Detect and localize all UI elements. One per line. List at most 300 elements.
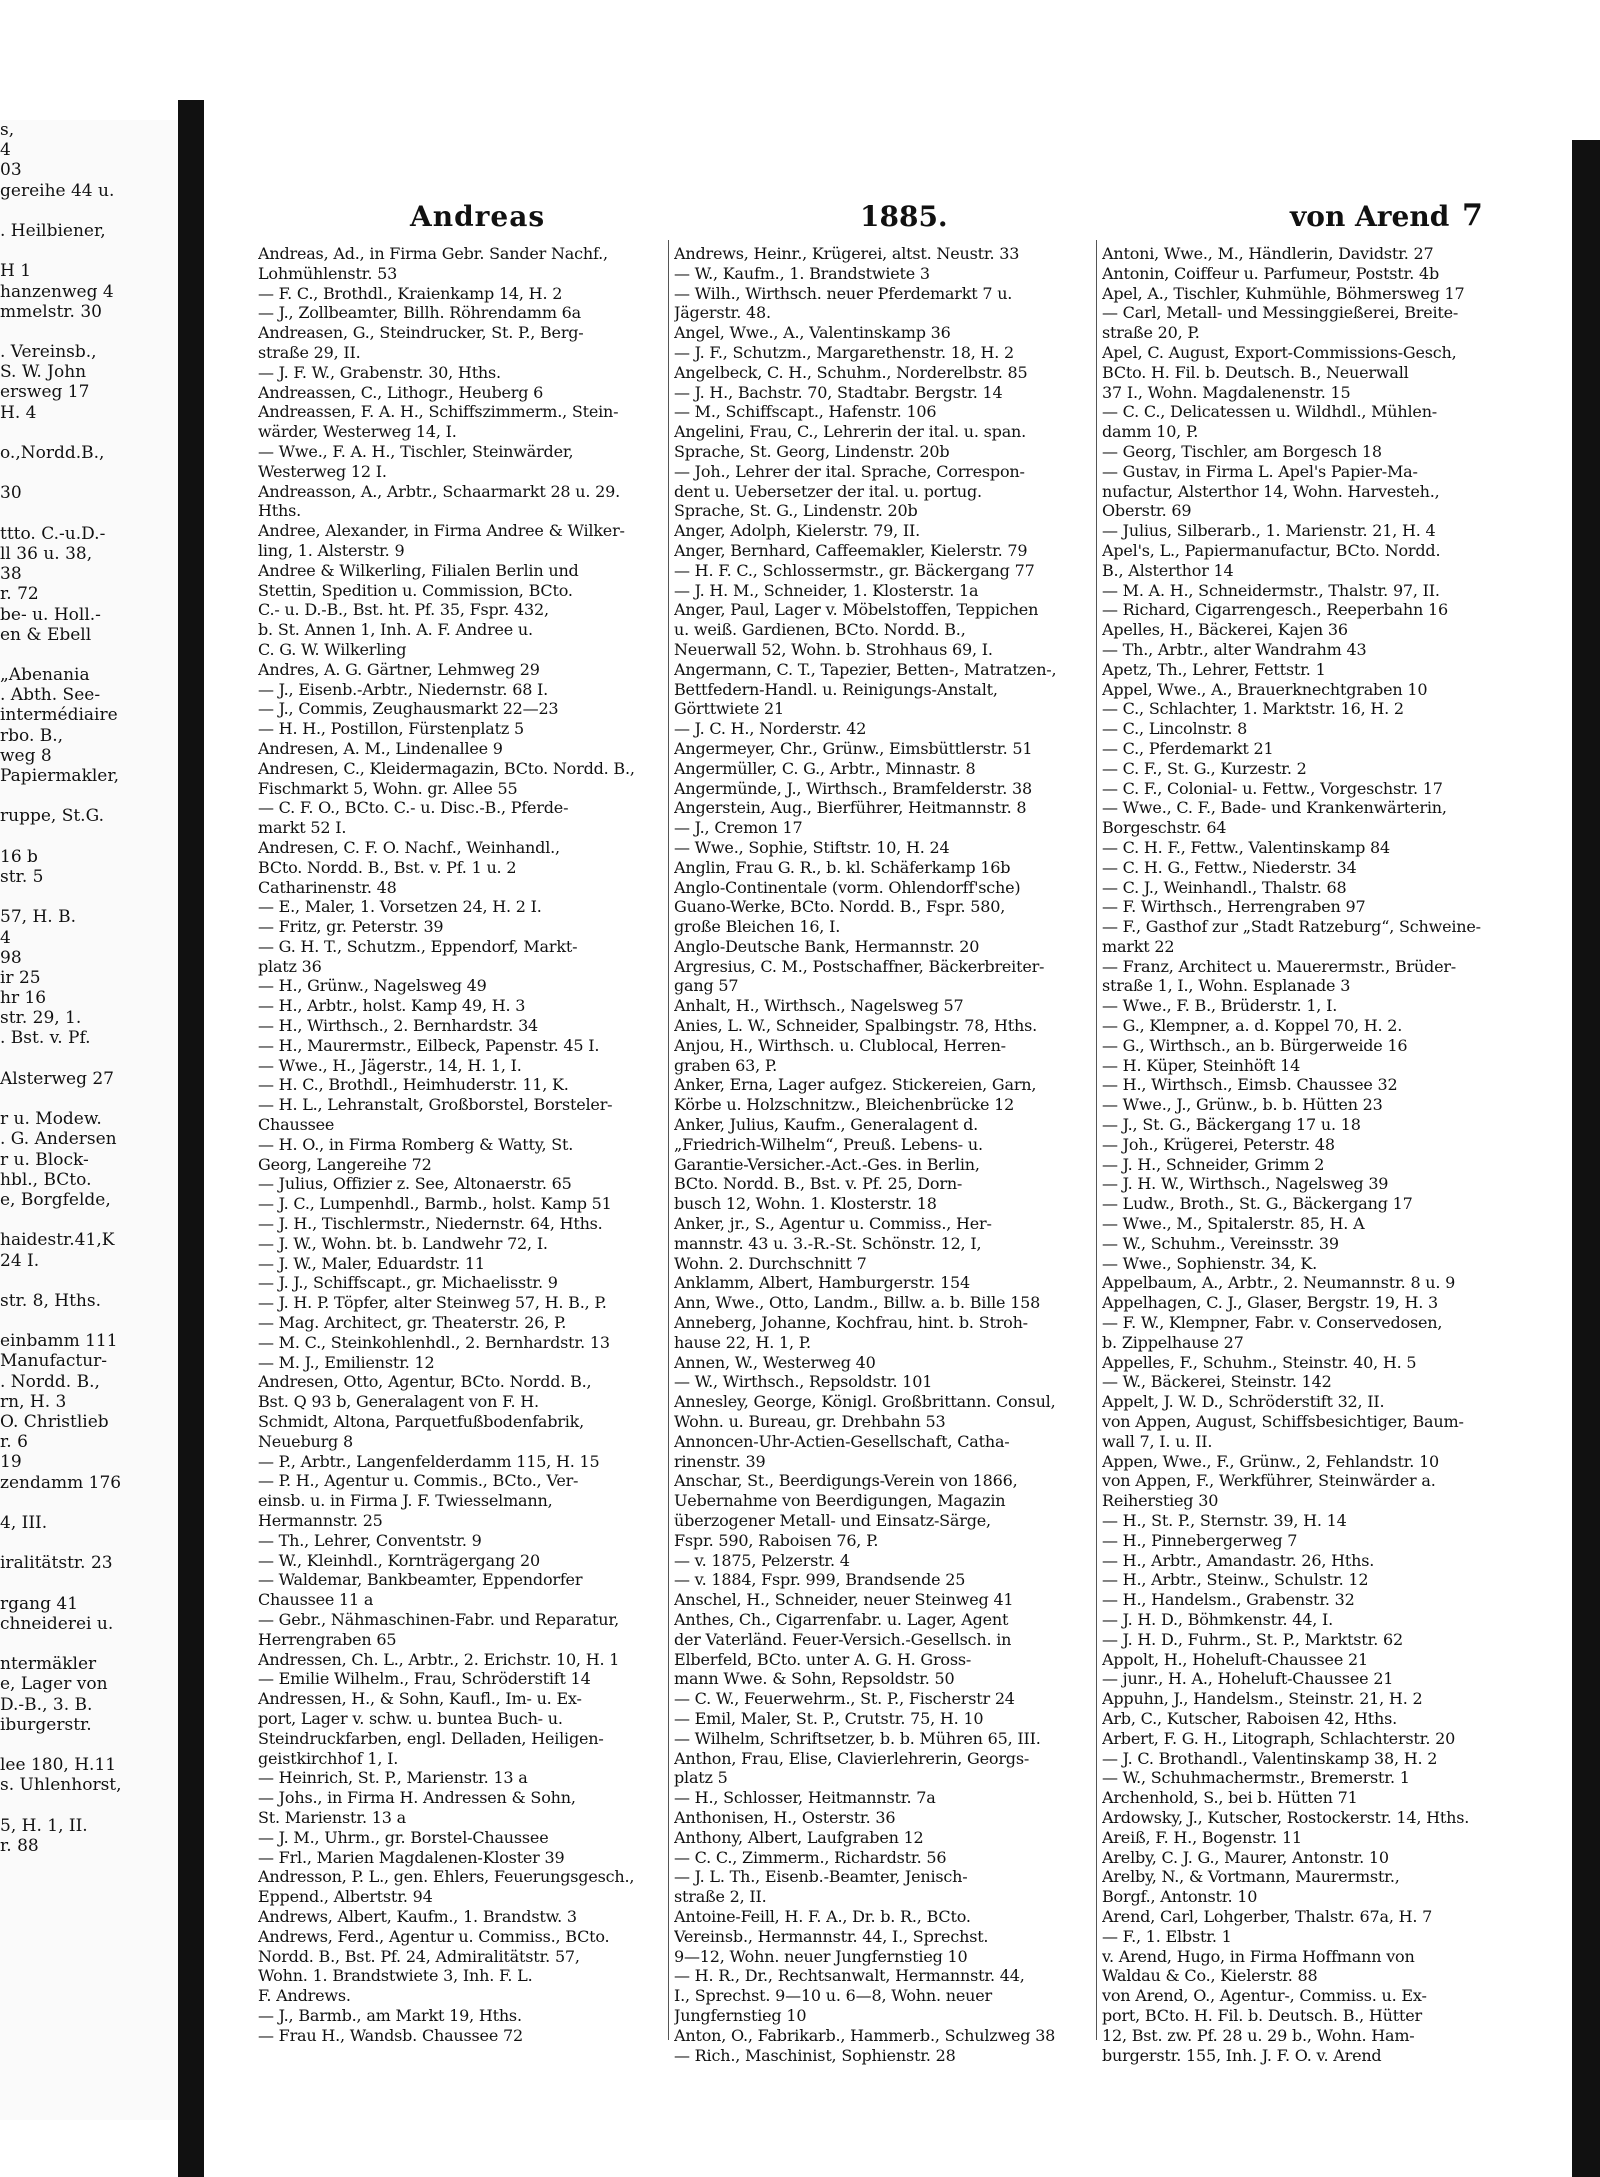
facing-page-line: [0, 786, 176, 806]
directory-entry-line: mannstr. 43 u. 3.-R.-St. Schönstr. 12, I,: [674, 1233, 982, 1253]
facing-page-line: be- u. Holl.-: [0, 604, 101, 625]
directory-entry-line: — H. O., in Firma Romberg & Watty, St.: [258, 1134, 574, 1154]
directory-entry-line: — M. A. H., Schneidermstr., Thalstr. 97, II.: [1102, 580, 1440, 600]
directory-entry-line: Bettfedern-Handl. u. Reinigungs-Anstalt,: [674, 679, 998, 699]
facing-page-line: [0, 201, 176, 221]
directory-entry-line: Stettin, Spedition u. Commission, BCto.: [258, 580, 573, 600]
directory-entry-line: — J. J., Schiffscapt., gr. Michaelisstr. 9: [258, 1273, 558, 1293]
directory-entry-line: Anglo-Continentale (vorm. Ohlendorff'sche): [674, 877, 1021, 897]
directory-entry-line: markt 52 I.: [258, 818, 347, 838]
directory-entry-line: — Wwe., F. A. H., Tischler, Steinwärder,: [258, 441, 574, 461]
directory-entry-line: — H. Küper, Steinhöft 14: [1102, 1055, 1301, 1075]
facing-page-line: e, Borgfelde,: [0, 1189, 111, 1210]
facing-page-line: r. 88: [0, 1835, 39, 1856]
directory-entry-line: Borgeschstr. 64: [1102, 818, 1227, 838]
directory-entry-line: Steindruckfarben, engl. Delladen, Heiligen-: [258, 1728, 604, 1748]
directory-entry-line: — F., 1. Elbstr. 1: [1102, 1926, 1232, 1946]
directory-entry-line: — J. H. D., Fuhrm., St. P., Marktstr. 62: [1102, 1629, 1403, 1649]
directory-entry-line: Apel's, L., Papiermanufactur, BCto. Nordd.: [1102, 540, 1441, 560]
directory-entry-line: Apel, C. August, Export-Commissions-Gesch,: [1102, 342, 1457, 362]
directory-entry-line: hause 22, H. 1, P.: [674, 1332, 811, 1352]
directory-entry-line: — C. F. O., BCto. C.- u. Disc.-B., Pferde-: [258, 798, 569, 818]
directory-entry-line: straße 29, II.: [258, 342, 361, 362]
directory-entry-line: — Georg, Tischler, am Borgesch 18: [1102, 441, 1382, 461]
facing-page-line: [0, 1089, 176, 1109]
facing-page-line: [0, 827, 176, 847]
directory-entry-line: I., Sprechst. 9—10 u. 6—8, Wohn. neuer: [674, 1986, 992, 2006]
facing-page-line: zendamm 176: [0, 1472, 122, 1493]
directory-entry-line: Appel, Wwe., A., Brauerknechtgraben 10: [1102, 679, 1428, 699]
directory-entry-line: — G. H. T., Schutzm., Eppendorf, Markt-: [258, 936, 578, 956]
facing-page-line: ttto. C.-u.D.-: [0, 523, 106, 544]
directory-entry-line: Anklamm, Albert, Hamburgerstr. 154: [674, 1273, 971, 1293]
directory-entry-line: — Fritz, gr. Peterstr. 39: [258, 917, 444, 937]
directory-entry-line: Anthonisen, H., Osterstr. 36: [674, 1807, 896, 1827]
directory-entry-line: Anschel, H., Schneider, neuer Steinweg 41: [674, 1590, 1014, 1610]
facing-page-line: [0, 645, 176, 665]
directory-entry-line: Andreasen, G., Steindrucker, St. P., Berg-: [258, 323, 584, 343]
facing-page-line: s. Uhlenhorst,: [0, 1775, 122, 1796]
directory-entry-line: — H. R., Dr., Rechtsanwalt, Hermannstr. 44,: [674, 1966, 1025, 1986]
directory-entry-line: — H., Arbtr., holst. Kamp 49, H. 3: [258, 996, 526, 1016]
facing-page-line: [0, 1493, 176, 1513]
directory-entry-line: straße 20, P.: [1102, 323, 1200, 343]
facing-page-line: Alsterweg 27: [0, 1068, 114, 1089]
directory-entry-line: — Wwe., Sophie, Stiftstr. 10, H. 24: [674, 837, 950, 857]
directory-entry-line: Apelles, H., Bäckerei, Kajen 36: [1102, 620, 1348, 640]
directory-entry-line: Andreassen, F. A. H., Schiffszimmerm., Stein-: [258, 402, 619, 422]
directory-entry-line: — Frl., Marien Magdalenen-Kloster 39: [258, 1847, 565, 1867]
facing-page-line: [0, 1271, 176, 1291]
facing-page-line: . Heilbiener,: [0, 220, 106, 241]
facing-page-line: 4: [0, 140, 11, 161]
directory-entry-line: ling, 1. Alsterstr. 9: [258, 540, 405, 560]
directory-entry-line: Hths.: [258, 501, 301, 521]
directory-entry-line: C.- u. D.-B., Bst. ht. Pf. 35, Fspr. 432,: [258, 600, 549, 620]
directory-entry-line: — C. J., Weinhandl., Thalstr. 68: [1102, 877, 1347, 897]
directory-entry-line: Archenhold, S., bei b. Hütten 71: [1102, 1788, 1358, 1808]
facing-page-line: . G. Andersen: [0, 1129, 117, 1150]
directory-entry-line: Andres, A. G. Gärtner, Lehmweg 29: [258, 659, 540, 679]
directory-entry-line: Antonin, Coiffeur u. Parfumeur, Poststr. 4b: [1102, 263, 1440, 283]
directory-entry-line: Georg, Langereihe 72: [258, 1154, 432, 1174]
directory-entry-line: — v. 1875, Pelzerstr. 4: [674, 1550, 850, 1570]
directory-entry-line: — Heinrich, St. P., Marienstr. 13 a: [258, 1768, 528, 1788]
scan-background: [0, 0, 1600, 140]
directory-entry-line: — J. H. P. Töpfer, alter Steinweg 57, H. B., P.: [258, 1293, 607, 1313]
directory-entry-line: — J., Commis, Zeughausmarkt 22—23: [258, 699, 559, 719]
facing-page-line: 38: [0, 564, 22, 585]
directory-entry-line: Annen, W., Westerweg 40: [674, 1352, 876, 1372]
directory-entry-line: Antoni, Wwe., M., Händlerin, Davidstr. 27: [1102, 244, 1434, 263]
directory-entry-line: — J. H. M., Schneider, 1. Klosterstr. 1a: [674, 580, 979, 600]
directory-entry-line: Anger, Paul, Lager v. Möbelstoffen, Teppichen: [674, 600, 1039, 620]
facing-page-line: rn, H. 3: [0, 1391, 67, 1412]
running-head-year: 1885.: [860, 200, 948, 233]
directory-entry-line: nufactur, Alsterthor 14, Wohn. Harvesteh.,: [1102, 481, 1440, 501]
facing-page-line: ruppe, St.G.: [0, 806, 104, 827]
facing-page-line: D.-B., 3. B.: [0, 1694, 93, 1715]
directory-entry-line: Angermünde, J., Wirthsch., Bramfelderstr. 38: [674, 778, 1032, 798]
directory-entry-line: port, Lager v. schw. u. buntea Buch- u.: [258, 1708, 563, 1728]
directory-entry-line: — Franz, Architect u. Mauerermstr., Brüder-: [1102, 956, 1457, 976]
directory-entry-line: Apel, A., Tischler, Kuhmühle, Böhmersweg 17: [1102, 283, 1465, 303]
facing-page-line: hr 16: [0, 988, 47, 1009]
directory-entry-line: überzogener Metall- und Einsatz-Särge,: [674, 1511, 991, 1530]
directory-entry-line: — J. C., Lumpenhdl., Barmb., holst. Kamp 51: [258, 1194, 612, 1214]
facing-page-line: hbl., BCto.: [0, 1169, 92, 1190]
directory-entry-line: Nordd. B., Bst. Pf. 24, Admiralitätstr. 57,: [258, 1946, 580, 1966]
directory-entry-line: — J. W., Wohn. bt. b. Landwehr 72, I.: [258, 1233, 548, 1253]
directory-entry-line: „Friedrich-Wilhelm“, Preuß. Lebens- u.: [674, 1134, 983, 1154]
facing-page-line: 57, H. B.: [0, 907, 76, 928]
facing-page-line: [0, 463, 176, 483]
directory-entry-line: dent u. Uebersetzer der ital. u. portug.: [674, 481, 982, 501]
directory-entry-line: — W., Kaufm., 1. Brandstwiete 3: [674, 263, 930, 283]
facing-page-line: [0, 887, 176, 907]
directory-entry-line: markt 22: [1102, 936, 1175, 956]
facing-page-line: 5, H. 1, II.: [0, 1815, 88, 1836]
running-head-right: von Arend: [1290, 200, 1450, 233]
directory-entry-line: — J. F. W., Grabenstr. 30, Hths.: [258, 362, 501, 382]
facing-page-line: O. Christlieb: [0, 1412, 109, 1432]
directory-entry-line: Arend, Carl, Lohgerber, Thalstr. 67a, H. 7: [1102, 1906, 1433, 1926]
directory-entry-line: Arb, C., Kutscher, Raboisen 42, Hths.: [1102, 1708, 1398, 1728]
directory-entry-line: — C. C., Zimmerm., Richardstr. 56: [674, 1847, 947, 1867]
directory-entry-line: Andreas, Ad., in Firma Gebr. Sander Nachf.,: [258, 244, 608, 263]
directory-entry-line: busch 12, Wohn. 1. Klosterstr. 18: [674, 1194, 937, 1214]
facing-page-line: . Nordd. B.,: [0, 1371, 100, 1392]
directory-entry-line: — J., Barmb., am Markt 19, Hths.: [258, 2005, 522, 2025]
directory-entry-line: — C. H. F., Fettw., Valentinskamp 84: [1102, 837, 1391, 857]
directory-entry-line: — Gebr., Nähmaschinen-Fabr. und Reparatur,: [258, 1609, 619, 1629]
directory-entry-line: Schmidt, Altona, Parquetfußbodenfabrik,: [258, 1412, 585, 1432]
directory-entry-line: — J. H., Schneider, Grimm 2: [1102, 1154, 1325, 1174]
book-gutter: [178, 100, 204, 2177]
facing-page-line: s,: [0, 120, 15, 140]
directory-entry-line: Westerweg 12 I.: [258, 461, 387, 481]
directory-entry-line: — M. J., Emilienstr. 12: [258, 1352, 435, 1372]
directory-entry-line: Areiß, F. H., Bogenstr. 11: [1102, 1827, 1302, 1847]
facing-page-line: . Vereinsb.,: [0, 342, 97, 363]
directory-entry-line: Angel, Wwe., A., Valentinskamp 36: [674, 323, 951, 343]
facing-page-line: e, Lager von: [0, 1674, 108, 1695]
facing-page-line: rbo. B.,: [0, 725, 64, 746]
directory-entry-line: Andresen, A. M., Lindenallee 9: [258, 738, 503, 758]
facing-page-line: [0, 1735, 176, 1755]
directory-entry-line: Fischmarkt 5, Wohn. gr. Allee 55: [258, 778, 518, 798]
directory-entry-line: Anker, jr., S., Agentur u. Commiss., Her-: [674, 1214, 992, 1234]
facing-page-line: iralitätstr. 23: [0, 1553, 113, 1574]
directory-entry-line: Andree & Wilkerling, Filialen Berlin und: [258, 560, 579, 580]
directory-entry-line: — H., Schlosser, Heitmannstr. 7a: [674, 1788, 936, 1808]
directory-entry-line: — F. Wirthsch., Herrengraben 97: [1102, 897, 1366, 917]
facing-page-line: str. 5: [0, 866, 44, 887]
directory-entry-line: Neueburg 8: [258, 1431, 353, 1451]
directory-entry-line: — F., Gasthof zur „Stadt Ratzeburg“, Schweine-: [1102, 917, 1481, 937]
directory-entry-line: — Rich., Maschinist, Sophienstr. 28: [674, 2045, 956, 2065]
directory-entry-line: — J., Zollbeamter, Billh. Röhrendamm 6a: [258, 303, 582, 323]
directory-entry-line: Anthon, Frau, Elise, Clavierlehrerin, Georgs-: [674, 1748, 1030, 1768]
facing-page-line: str. 29, 1.: [0, 1008, 82, 1029]
directory-entry-line: Eppend., Albertstr. 94: [258, 1887, 433, 1907]
directory-entry-line: — J. H. D., Böhmkenstr. 44, I.: [1102, 1609, 1334, 1629]
directory-entry-line: Anker, Erna, Lager aufgez. Stickereien, Garn,: [674, 1075, 1037, 1095]
directory-entry-line: Uebernahme von Beerdigungen, Magazin: [674, 1491, 1006, 1511]
directory-entry-line: — F. C., Brothdl., Kraienkamp 14, H. 2: [258, 283, 563, 303]
directory-entry-line: — H., Arbtr., Amandastr. 26, Hths.: [1102, 1550, 1375, 1570]
directory-entry-line: von Appen, August, Schiffsbesichtiger, Baum-: [1102, 1412, 1464, 1432]
facing-page-line: 24 I.: [0, 1250, 40, 1271]
directory-entry-line: — Waldemar, Bankbeamter, Eppendorfer: [258, 1570, 583, 1590]
directory-entry-line: — H., St. P., Sternstr. 39, H. 14: [1102, 1511, 1347, 1530]
directory-entry-line: — H., Pinnebergerweg 7: [1102, 1530, 1298, 1550]
facing-page-line: gereihe 44 u.: [0, 180, 115, 201]
directory-entry-line: — Julius, Silberarb., 1. Marienstr. 21, H. 4: [1102, 521, 1436, 541]
directory-entry-line: — W., Kleinhdl., Kornträgergang 20: [258, 1550, 540, 1570]
directory-entry-line: — C., Pferdemarkt 21: [1102, 738, 1274, 758]
facing-page-line: [0, 1533, 176, 1553]
directory-column-2: [674, 244, 1092, 2065]
directory-entry-line: Anschar, St., Beerdigungs-Verein von 1866,: [674, 1471, 1018, 1491]
directory-entry-line: Anies, L. W., Schneider, Spalbingstr. 78, Hths.: [674, 1016, 1038, 1036]
directory-entry-line: Andreassen, C., Lithogr., Heuberg 6: [258, 382, 544, 402]
facing-page-line: [0, 241, 176, 261]
directory-entry-line: damm 10, P.: [1102, 422, 1199, 442]
directory-entry-line: Neuerwall 52, Wohn. b. Strohhaus 69, I.: [674, 639, 993, 659]
directory-entry-line: Appen, Wwe., F., Grünw., 2, Fehlandstr. 10: [1102, 1451, 1440, 1471]
directory-entry-line: — Joh., Lehrer der ital. Sprache, Correspon-: [674, 461, 1025, 481]
directory-entry-line: Jungfernstieg 10: [674, 2005, 807, 2025]
directory-entry-line: Wohn. u. Bureau, gr. Drehbahn 53: [674, 1412, 946, 1432]
directory-entry-line: von Appen, F., Werkführer, Steinwärder a.: [1102, 1471, 1436, 1491]
directory-entry-line: platz 5: [674, 1768, 728, 1788]
directory-entry-line: Fspr. 590, Raboisen 76, P.: [674, 1530, 879, 1550]
directory-entry-line: Reiherstieg 30: [1102, 1491, 1219, 1511]
directory-entry-line: wärder, Westerweg 14, I.: [258, 422, 457, 442]
directory-entry-line: Sprache, St. G., Lindenstr. 20b: [674, 501, 918, 521]
directory-entry-line: mann Wwe. & Sohn, Repsoldstr. 50: [674, 1669, 955, 1689]
directory-entry-line: — H., Wirthsch., Eimsb. Chaussee 32: [1102, 1075, 1398, 1095]
directory-entry-line: Anneberg, Johanne, Kochfrau, hint. b. Stroh-: [674, 1313, 1028, 1333]
column-rule: [1096, 240, 1097, 2040]
facing-page-line: r. 6: [0, 1432, 28, 1453]
directory-entry-line: — H. L., Lehranstalt, Großborstel, Borsteler-: [258, 1095, 613, 1115]
directory-entry-line: Anker, Julius, Kaufm., Generalagent d.: [674, 1115, 979, 1135]
facing-page-line: 30: [0, 483, 22, 504]
directory-entry-line: — Wilhelm, Schriftsetzer, b. b. Mühren 65, III.: [674, 1728, 1041, 1748]
directory-entry-line: — H., Maurermstr., Eilbeck, Papenstr. 45 I.: [258, 1035, 600, 1055]
directory-entry-line: — H., Handelsm., Grabenstr. 32: [1102, 1590, 1355, 1610]
directory-entry-line: BCto. Nordd. B., Bst. v. Pf. 25, Dorn-: [674, 1174, 963, 1194]
directory-entry-line: Angelini, Frau, C., Lehrerin der ital. u. span.: [674, 422, 1027, 442]
directory-entry-line: Anthony, Albert, Laufgraben 12: [674, 1827, 924, 1847]
directory-entry-line: Angelbeck, C. H., Schuhm., Norderelbstr. 85: [674, 362, 1028, 382]
directory-entry-line: — H., Arbtr., Steinw., Schulstr. 12: [1102, 1570, 1369, 1590]
directory-entry-line: — C. C., Delicatessen u. Wildhdl., Mühlen-: [1102, 402, 1437, 422]
directory-entry-line: 12, Bst. zw. Pf. 28 u. 29 b., Wohn. Ham-: [1102, 2025, 1415, 2045]
directory-entry-line: Borgf., Antonstr. 10: [1102, 1887, 1258, 1907]
facing-page-line: [0, 504, 176, 524]
directory-entry-line: gang 57: [674, 976, 739, 996]
facing-page-line: H. 4: [0, 402, 37, 423]
directory-entry-line: — Wwe., J., Grünw., b. b. Hütten 23: [1102, 1095, 1383, 1115]
directory-entry-line: — C. W., Feuerwehrm., St. P., Fischerstr 24: [674, 1689, 1015, 1709]
facing-page-line: 03: [0, 160, 22, 181]
facing-page-line: r. 72: [0, 584, 39, 605]
facing-page-line: S. W. John: [0, 362, 87, 383]
directory-entry-line: Anger, Adolph, Kielerstr. 79, II.: [674, 521, 921, 541]
directory-entry-line: burgerstr. 155, Inh. J. F. O. v. Arend: [1102, 2045, 1382, 2065]
directory-entry-line: Sprache, St. Georg, Lindenstr. 20b: [674, 441, 950, 461]
directory-entry-line: — J. L. Th., Eisenb.-Beamter, Jenisch-: [674, 1867, 968, 1887]
directory-entry-line: — Mag. Architect, gr. Theaterstr. 26, P.: [258, 1313, 567, 1333]
directory-entry-line: 37 I., Wohn. Magdalenenstr. 15: [1102, 382, 1351, 402]
directory-entry-line: Angermüller, C. G., Arbtr., Minnastr. 8: [674, 758, 976, 778]
facing-page-line: Papiermakler,: [0, 766, 120, 786]
facing-page-line: 4: [0, 927, 11, 948]
directory-entry-line: — Th., Lehrer, Conventstr. 9: [258, 1530, 482, 1550]
directory-column-3: [1102, 244, 1530, 2065]
facing-page-line: intermédiaire: [0, 705, 118, 726]
directory-entry-line: F. Andrews.: [258, 1986, 351, 2006]
directory-entry-line: Anglin, Frau G. R., b. kl. Schäferkamp 16b: [674, 857, 1011, 877]
facing-page-line: 16 b: [0, 846, 38, 867]
directory-entry-line: BCto. H. Fil. b. Deutsch. B., Neuerwall: [1102, 362, 1409, 382]
facing-page-line: weg 8: [0, 745, 52, 766]
page-number: 7: [1462, 198, 1483, 233]
facing-page-line: ll 36 u. 38,: [0, 543, 93, 564]
directory-entry-line: — F. W., Klempner, Fabr. v. Conservedosen,: [1102, 1313, 1443, 1333]
facing-page-text: [0, 120, 176, 1856]
directory-entry-line: Anton, O., Fabrikarb., Hammerb., Schulzweg 38: [674, 2025, 1056, 2045]
directory-entry-line: — H., Wirthsch., 2. Bernhardstr. 34: [258, 1016, 539, 1036]
directory-entry-line: Appelles, F., Schuhm., Steinstr. 40, H. 5: [1102, 1352, 1417, 1372]
directory-entry-line: Bst. Q 93 b, Generalagent von F. H.: [258, 1392, 539, 1412]
directory-entry-line: Angermeyer, Chr., Grünw., Eimsbüttlerstr. 51: [674, 738, 1033, 758]
directory-entry-line: — Wwe., H., Jägerstr., 14, H. 1, I.: [258, 1055, 522, 1075]
directory-entry-line: — C., Schlachter, 1. Marktstr. 16, H. 2: [1102, 699, 1404, 719]
directory-entry-line: — C. F., Colonial- u. Fettw., Vorgeschstr. 17: [1102, 778, 1443, 798]
facing-page-line: . Bst. v. Pf.: [0, 1028, 91, 1049]
directory-entry-line: v. Arend, Hugo, in Firma Hoffmann von: [1102, 1946, 1415, 1966]
directory-entry-line: — Johs., in Firma H. Andressen & Sohn,: [258, 1788, 576, 1808]
directory-entry-line: straße 2, II.: [674, 1887, 767, 1907]
directory-entry-line: Anglo-Deutsche Bank, Hermannstr. 20: [674, 936, 980, 956]
directory-entry-line: — Frau H., Wandsb. Chaussee 72: [258, 2025, 523, 2045]
directory-entry-line: Andrews, Ferd., Agentur u. Commiss., BCto.: [258, 1926, 610, 1946]
directory-entry-line: — W., Schuhmachermstr., Bremerstr. 1: [1102, 1768, 1410, 1788]
directory-entry-line: — J. C. H., Norderstr. 42: [674, 719, 867, 739]
directory-entry-line: — W., Schuhm., Vereinsstr. 39: [1102, 1233, 1339, 1253]
directory-entry-line: große Bleichen 16, I.: [674, 917, 841, 937]
facing-page-line: chneiderei u.: [0, 1613, 114, 1634]
directory-entry-line: Andresen, C., Kleidermagazin, BCto. Nordd. B.,: [258, 758, 635, 778]
directory-entry-line: — J. M., Uhrm., gr. Borstel-Chaussee: [258, 1827, 549, 1847]
directory-entry-line: Chaussee: [258, 1115, 335, 1135]
facing-page-line: einbamm 111: [0, 1331, 118, 1352]
directory-entry-line: Chaussee 11 a: [258, 1590, 374, 1610]
directory-entry-line: Arelby, N., & Vortmann, Maurermstr.,: [1102, 1867, 1400, 1887]
directory-entry-line: Anjou, H., Wirthsch. u. Clublocal, Herren-: [674, 1035, 1006, 1055]
directory-entry-line: Appolt, H., Hoheluft-Chaussee 21: [1102, 1649, 1368, 1669]
directory-entry-line: Andresen, Otto, Agentur, BCto. Nordd. B.,: [258, 1372, 592, 1392]
facing-page-line: lee 180, H.11: [0, 1755, 117, 1776]
directory-entry-line: Catharinenstr. 48: [258, 877, 397, 897]
facing-page-line: [0, 1574, 176, 1594]
facing-page-line: mmelstr. 30: [0, 301, 102, 322]
directory-entry-line: Andreasson, A., Arbtr., Schaarmarkt 28 u. 29.: [258, 481, 621, 501]
facing-page-line: [0, 322, 176, 342]
directory-entry-line: Andresen, C. F. O. Nachf., Weinhandl.,: [258, 837, 560, 857]
directory-entry-line: — G., Klempner, a. d. Koppel 70, H. 2.: [1102, 1016, 1403, 1036]
directory-entry-line: — J. C. Brothandl., Valentinskamp 38, H. 2: [1102, 1748, 1438, 1768]
directory-entry-line: — W., Bäckerei, Steinstr. 142: [1102, 1372, 1332, 1392]
directory-entry-line: port, BCto. H. Fil. b. Deutsch. B., Hütter: [1102, 2005, 1422, 2025]
directory-entry-line: — Gustav, in Firma L. Apel's Papier-Ma-: [1102, 461, 1418, 481]
directory-entry-line: Angermann, C. T., Tapezier, Betten-, Matratzen-,: [674, 659, 1057, 679]
facing-page-line: [0, 1634, 176, 1654]
directory-entry-line: Angerstein, Aug., Bierführer, Heitmannstr. 8: [674, 798, 1027, 818]
directory-entry-line: — Wwe., F. B., Brüderstr. 1, I.: [1102, 996, 1338, 1016]
directory-entry-line: Elberfeld, BCto. unter A. G. H. Gross-: [674, 1649, 972, 1669]
directory-entry-line: Annesley, George, Königl. Großbrittann. Consul,: [674, 1392, 1056, 1412]
directory-entry-line: — H., Grünw., Nagelsweg 49: [258, 976, 487, 996]
directory-entry-line: Guano-Werke, BCto. Nordd. B., Fspr. 580,: [674, 897, 1006, 917]
directory-entry-line: Görttwiete 21: [674, 699, 784, 719]
facing-page-line: [0, 423, 176, 443]
facing-page-line: o.,Nordd.B.,: [0, 443, 105, 463]
directory-entry-line: Herrengraben 65: [258, 1629, 397, 1649]
facing-page-line: ntermäkler: [0, 1654, 97, 1675]
directory-entry-line: Körbe u. Holzschnitzw., Bleichenbrücke 12: [674, 1095, 1015, 1115]
directory-entry-line: — J. F., Schutzm., Margarethenstr. 18, H. 2: [674, 342, 1015, 362]
running-head-left: Andreas: [410, 200, 546, 233]
directory-entry-line: Appelt, J. W. D., Schröderstift 32, II.: [1102, 1392, 1385, 1412]
facing-page-line: en & Ebell: [0, 624, 92, 645]
facing-page-line: „Abenania: [0, 665, 90, 686]
facing-page-line: 19: [0, 1452, 22, 1473]
directory-entry-line: Andrews, Heinr., Krügerei, altst. Neustr. 33: [674, 244, 1020, 263]
directory-entry-line: einsb. u. in Firma J. F. Twiesselmann,: [258, 1491, 553, 1511]
directory-entry-line: — G., Wirthsch., an b. Bürgerweide 16: [1102, 1035, 1408, 1055]
directory-entry-line: Appelbaum, A., Arbtr., 2. Neumannstr. 8 u. 9: [1102, 1273, 1456, 1293]
directory-entry-line: — H. F. C., Schlossermstr., gr. Bäckergang 77: [674, 560, 1035, 580]
directory-entry-line: Lohmühlenstr. 53: [258, 263, 398, 283]
directory-entry-line: Apetz, Th., Lehrer, Fettstr. 1: [1102, 659, 1326, 679]
directory-entry-line: Ann, Wwe., Otto, Landm., Billw. a. b. Bille 158: [674, 1293, 1041, 1313]
directory-entry-line: — J., Eisenb.-Arbtr., Niedernstr. 68 I.: [258, 679, 549, 699]
facing-page-line: str. 8, Hths.: [0, 1290, 101, 1311]
directory-entry-line: Annoncen-Uhr-Actien-Gesellschaft, Catha-: [674, 1431, 1010, 1451]
facing-page-line: haidestr.41,K: [0, 1230, 115, 1251]
facing-page-line: iburgerstr.: [0, 1714, 92, 1735]
directory-entry-line: Anthes, Ch., Cigarrenfabr. u. Lager, Agent: [674, 1609, 1009, 1629]
directory-entry-line: — P. H., Agentur u. Commis., BCto., Ver-: [258, 1471, 579, 1491]
directory-entry-line: — J. W., Maler, Eduardstr. 11: [258, 1253, 485, 1273]
directory-entry-line: Andresson, P. L., gen. Ehlers, Feuerungsgesch.,: [258, 1867, 635, 1887]
directory-entry-line: — Wwe., M., Spitalerstr. 85, H. A: [1102, 1214, 1365, 1234]
directory-entry-line: — Wilh., Wirthsch. neuer Pferdemarkt 7 u.: [674, 283, 1013, 303]
directory-entry-line: — Ludw., Broth., St. G., Bäckergang 17: [1102, 1194, 1413, 1214]
directory-entry-line: — C. F., St. G., Kurzestr. 2: [1102, 758, 1307, 778]
directory-entry-line: Garantie-Versicher.-Act.-Ges. in Berlin,: [674, 1154, 980, 1174]
directory-entry-line: — J., Cremon 17: [674, 818, 803, 838]
directory-entry-line: Andrews, Albert, Kaufm., 1. Brandstw. 3: [258, 1906, 577, 1926]
directory-entry-line: — junr., H. A., Hoheluft-Chaussee 21: [1102, 1669, 1394, 1689]
directory-entry-line: platz 36: [258, 956, 322, 976]
directory-entry-line: Waldau & Co., Kielerstr. 88: [1102, 1966, 1318, 1986]
